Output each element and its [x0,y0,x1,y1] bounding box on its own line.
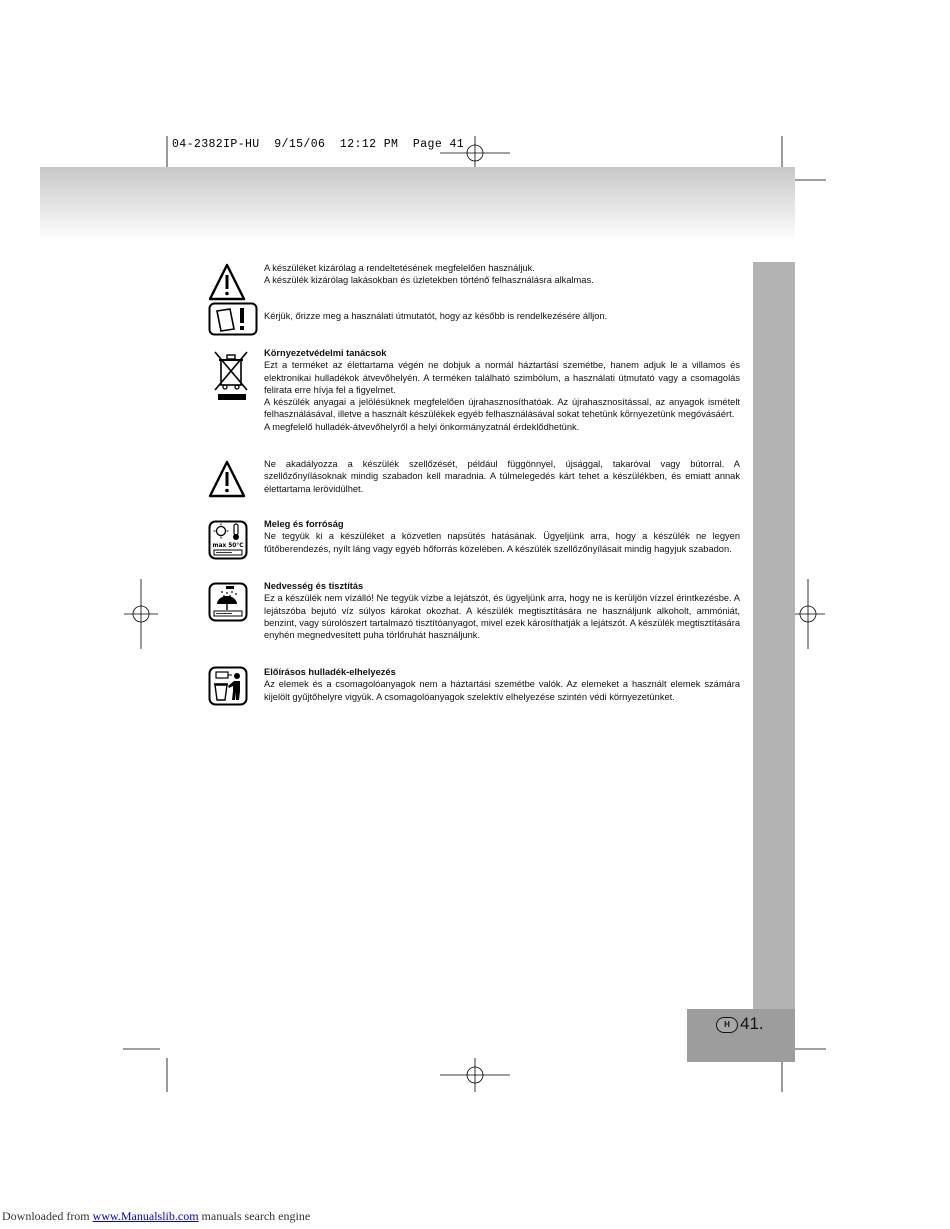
heat-max50-icon [208,520,248,560]
section-disposal [264,666,740,703]
registration-target-bottom [440,1058,510,1092]
manualslib-link[interactable]: www.Manualslib.com [92,1209,199,1223]
section-title: Meleg és forróság [264,519,344,529]
section-title: Nedvesség és tisztítás [264,581,364,591]
registration-target-right [791,579,825,649]
section-title: Környezetvédelmi tanácsok [264,348,387,358]
section-text: A készülék anyagai a jelölésüknek megfelelően újrahasznosíthatóak. Az újrahasznosítással, az anyagok ismételt felhasználásával, illetve a használt készülékek egyéb felhasználásával sokat tehetünk környezetünk megóvásáért. [264,397,740,420]
section-text: A megfelelő hulladék-átvevőhelyről a helyi önkormányzatnál érdeklődhetünk. [264,421,580,432]
warning-triangle-icon [208,262,246,302]
download-footer [2,1209,310,1224]
print-slug: 04-2382IP-HU 9/15/06 12:12 PM Page 41 [172,138,465,151]
section-usage [264,262,740,287]
umbrella-rain-icon [208,582,248,622]
section-text: Ezt a terméket az élettartama végén ne dobjuk a normál háztartási szemétbe, hanem adjuk le a villamos és elektronikai hulladékok átvevőhelyén. A terméken található szimbólum, a használati útmutató vagy a csomagolás felirata erre hívja fel a figyelmet. [264,360,740,395]
warning-triangle-icon [208,459,246,499]
section-text: Kérjük, őrizze meg a használati útmutatót, hogy az később is rendelkezésére álljon. [264,311,608,321]
language-badge: H [716,1017,738,1033]
manual-exclamation-icon [208,302,258,336]
section-text: Ez a készülék nem vízálló! Ne tegyük vízbe a lejátszót, és ügyeljünk arra, hogy ne is kerüljön vízzel érintkezésbe. A lejátszóba bejutó víz súlyos károkat okozhat. A készülék megtisztítására ne használjunk alkoholt, ammóniát, benzint, vagy súrolószert tartalmazó tisztítóanyagot, mivel ezek károsíthatják a lejátszót. A készülék megtisztítására enyhén megnedvesített puha törlőruhát használjunk. [264,593,740,641]
registration-target-left [124,579,158,649]
crossed-bin-icon [208,348,254,404]
side-tab-bar [753,262,795,1062]
page-number: 41. [740,1014,764,1033]
footer-prefix: Downloaded from [2,1209,93,1223]
header-gradient-band [40,167,795,242]
section-environment [264,347,740,433]
section-text: A készülék kizárólag lakásokban és üzletekben történő felhasználásra alkalmas. [264,275,594,286]
section-moisture [264,580,740,641]
section-title: Előírásos hulladék-elhelyezés [264,667,396,677]
section-manual [264,310,740,322]
section-text: Az elemek és a csomagolóanyagok nem a háztartási szemétbe valók. Az elemeket a használt elemek számára kijelölt gyűjtőhelyre vigyük. A csomagolóanyagok szelektív elhelyezése szintén védi környezetünket. [264,679,740,702]
footer-suffix: manuals search engine [198,1209,311,1223]
heat-icon-label: max 50°C [212,543,244,549]
section-ventilation [264,458,740,495]
section-text: A készüléket kizárólag a rendeltetésének megfelelően használjuk. [264,263,535,273]
section-text: Ne tegyük ki a készüléket a közvetlen napsütés hatásának. Ügyeljünk arra, hogy a készülék ne legyen fűtőberendezés, nyílt láng vagy egyéb hőforrás közelében. A készülék szellőzőnyílásait mindig hagyjuk szabadon. [264,531,740,554]
section-heat [264,518,740,555]
person-recycle-bin-icon [208,666,248,706]
section-text: Ne akadályozza a készülék szellőzését, például függönnyel, újsággal, takaróval vagy bútorral. A szellőzőnyílásoknak mindig szabadon kell maradnia. A túlmelegedés kárt tehet a készülékben, és emiatt annak élettartama lerövidülhet. [264,459,740,494]
